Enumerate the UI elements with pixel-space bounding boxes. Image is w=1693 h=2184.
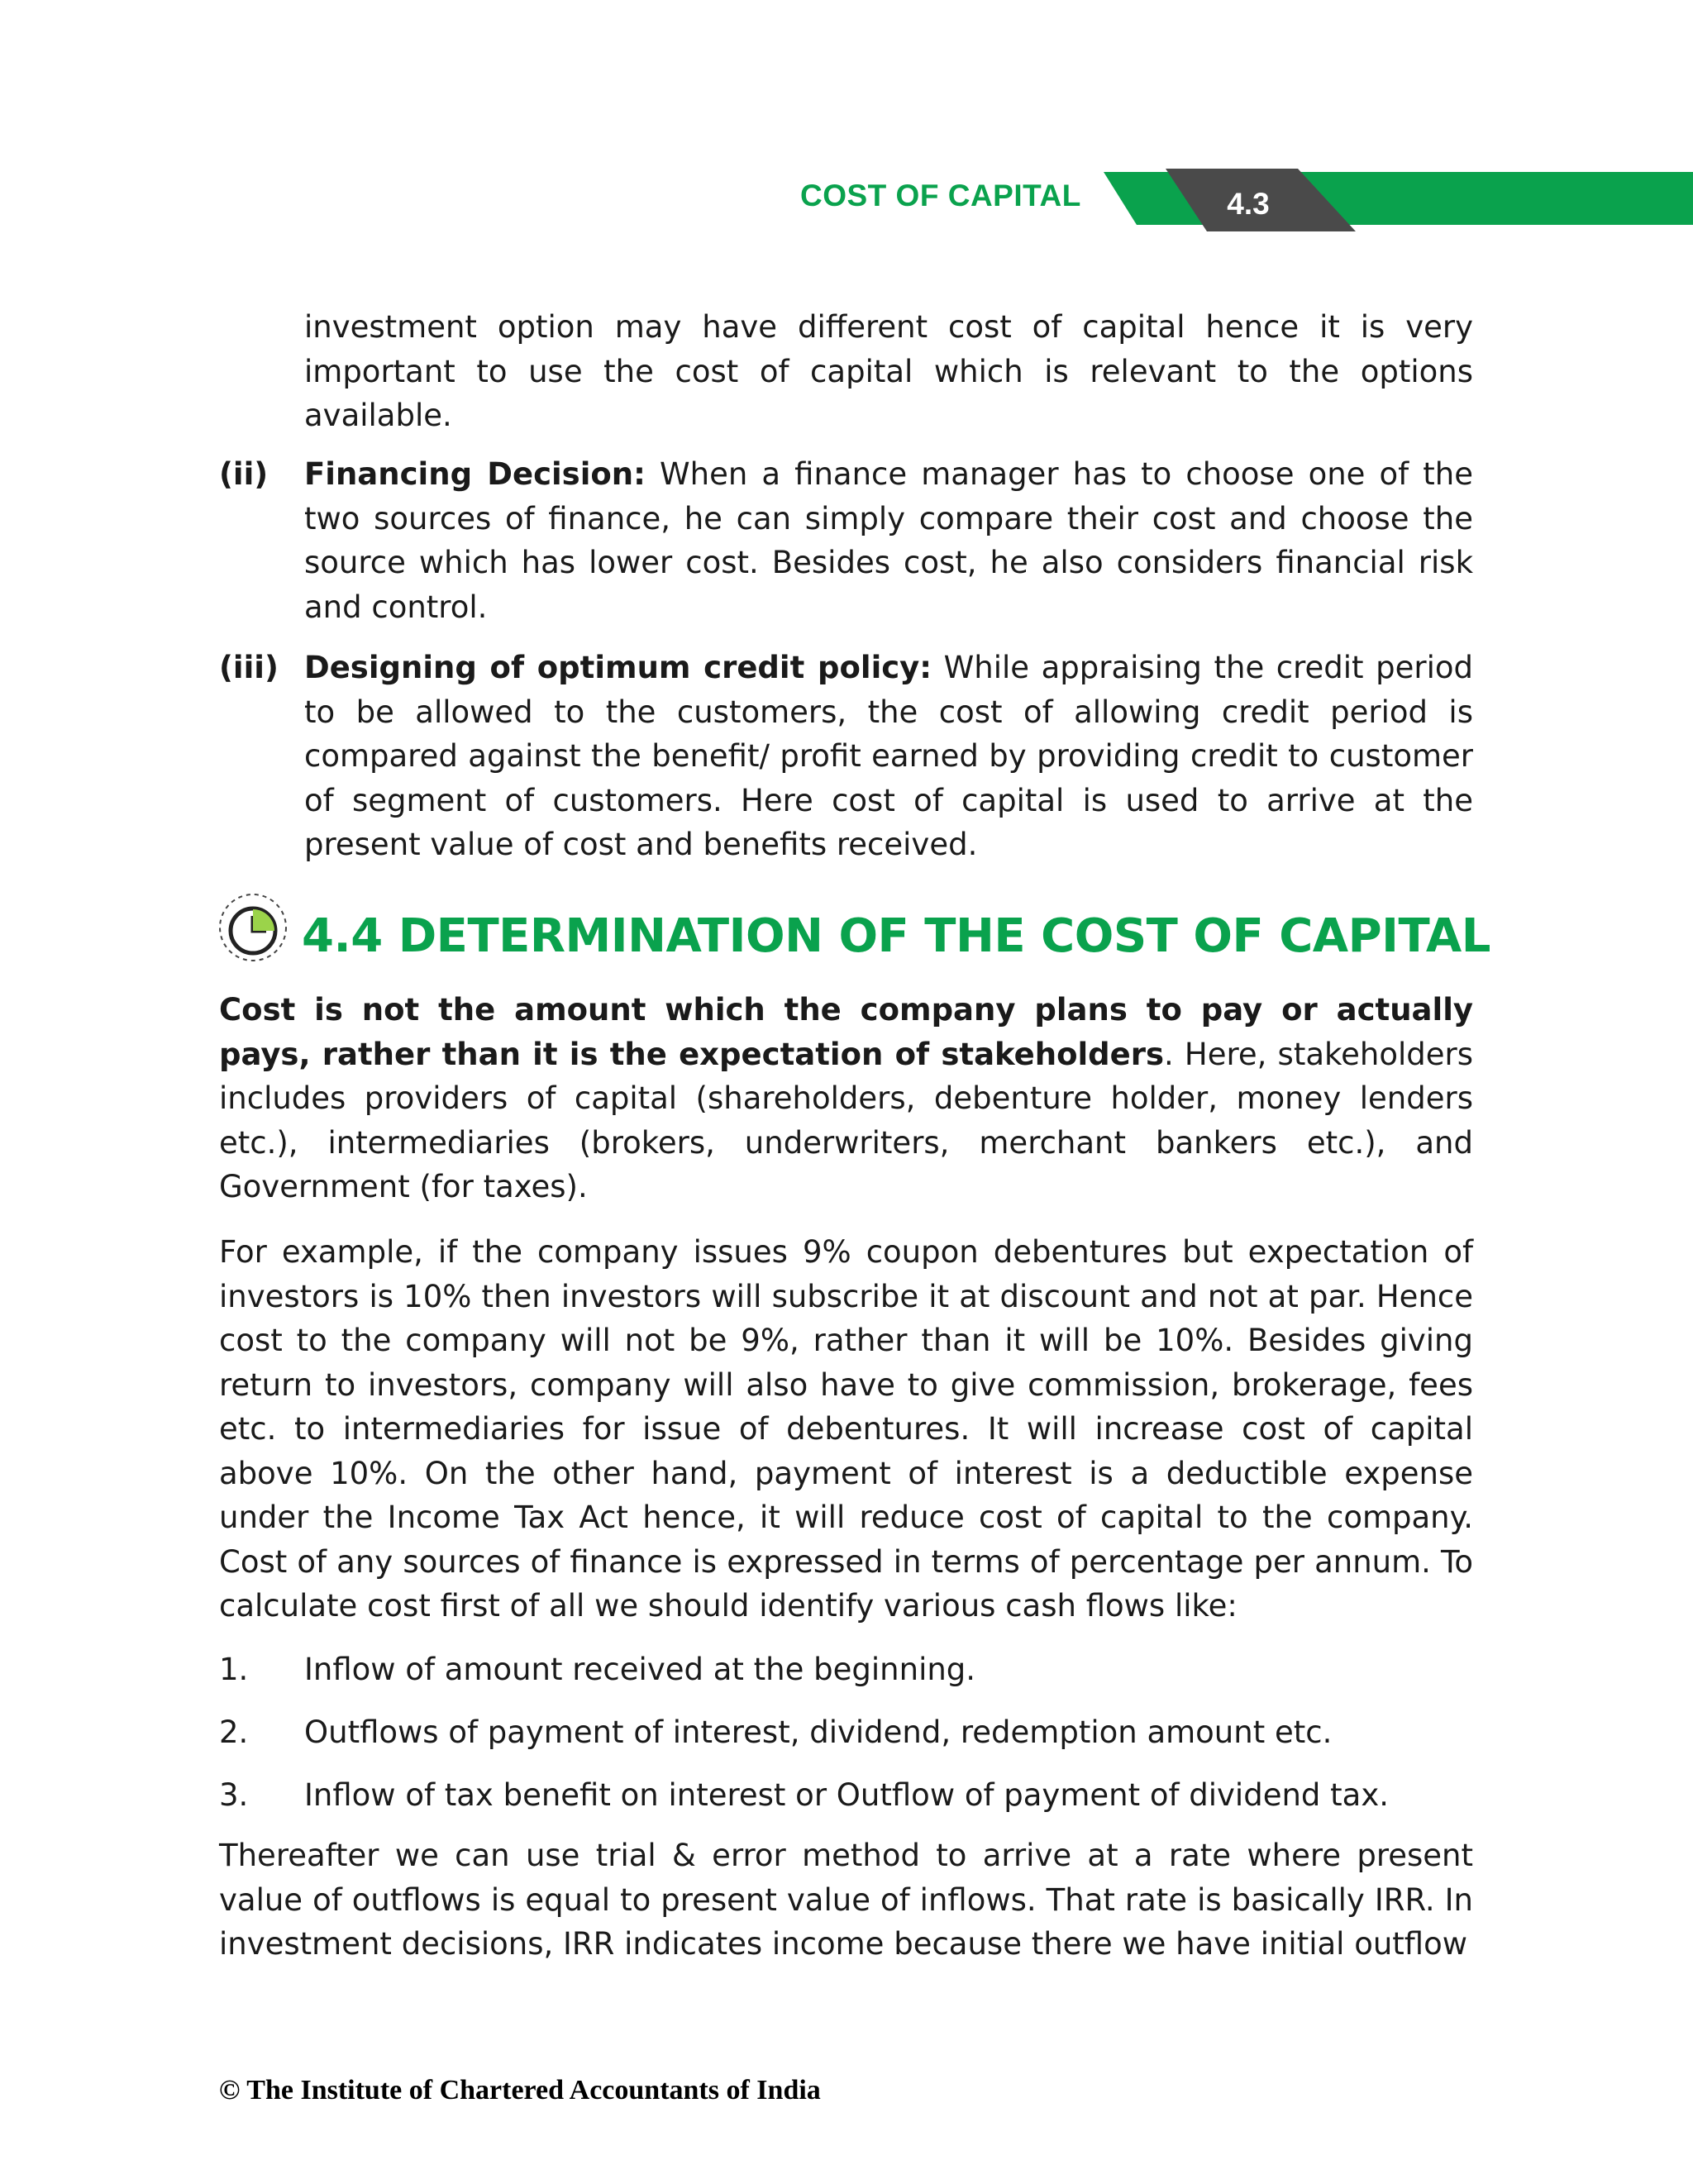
- example-paragraph: For example, if the company issues 9% coupon debentures but expectation of investors is 10% then investors will subscribe it at discount and not at par. Hence cost to the company will not be 9%, rather than it will be 10%. Besides giving return to investors, company will also have to give commission, brokerage, fees etc. to intermediaries for issue of debentures. It will increase cost of capital above 10%. On the other hand, payment of interest is a deductible expense under the Income Tax Act hence, it will reduce cost of capital to the company. Cost of any sources of finance is expressed in terms of percentage per annum. To calculate cost first of all we should identify various cash flows like:: [219, 1234, 1473, 1624]
- paragraph-text: . Here, stakeholders includes providers of capital (shareholders, debenture holder, money lenders etc.), intermediaries (brokers, underwriters, merchant bankers etc.), and Government (for taxes).: [219, 1036, 1473, 1204]
- stakeholders-paragraph: [219, 988, 1473, 1209]
- list-item: Outflows of payment of interest, dividend, redemption amount etc.: [304, 1714, 1333, 1750]
- list-item-number: 1.: [219, 1652, 249, 1687]
- list-item-number: 2.: [219, 1714, 249, 1750]
- item-body: When a finance manager has to choose one of the two sources of finance, he can simply compare their cost and choose the source which has lower cost. Besides cost, he also considers financial risk and control.: [304, 456, 1473, 625]
- item-heading: Designing of optimum credit policy:: [304, 650, 932, 685]
- clock-icon: [217, 891, 289, 964]
- financing-decision-item: [304, 452, 1473, 629]
- list-item: Inflow of amount received at the beginning.: [304, 1652, 976, 1687]
- chapter-title: COST OF CAPITAL: [800, 179, 1081, 212]
- list-item-number: 3.: [219, 1777, 249, 1813]
- header-band: [1099, 169, 1693, 235]
- credit-policy-item: [304, 646, 1473, 867]
- list-item: Inflow of tax benefit on interest or Outflow of payment of dividend tax.: [304, 1777, 1390, 1813]
- page-number: 4.3: [1227, 187, 1270, 221]
- irr-paragraph: Thereafter we can use trial & error method to arrive at a rate where present value of outflows is equal to present value of inflows. That rate is basically IRR. In investment decisions, IRR indicates income because there we have initial outflow: [219, 1838, 1473, 1962]
- item-body: While appraising the credit period to be allowed to the customers, the cost of allowing credit period is compared against the benefit/ profit earned by providing credit to customer of segment of customers. Here cost of capital is used to arrive at the present value of cost and benefits received.: [304, 650, 1473, 862]
- item-heading: Financing Decision:: [304, 456, 646, 492]
- section-title: 4.4 DETERMINATION OF THE COST OF CAPITAL: [302, 909, 1490, 963]
- item-marker-iii: (iii): [219, 650, 279, 685]
- item-marker-ii: (ii): [219, 456, 269, 492]
- continuation-paragraph: investment option may have different cost of capital hence it is very important to use the cost of capital which is relevant to the options available.: [304, 309, 1473, 433]
- emphasis-text: Cost is not the amount which the company plans to pay or actually pays, rather than it is the expectation of stakeholders: [219, 992, 1473, 1072]
- footer-copyright: © The Institute of Chartered Accountants of India: [219, 2075, 821, 2105]
